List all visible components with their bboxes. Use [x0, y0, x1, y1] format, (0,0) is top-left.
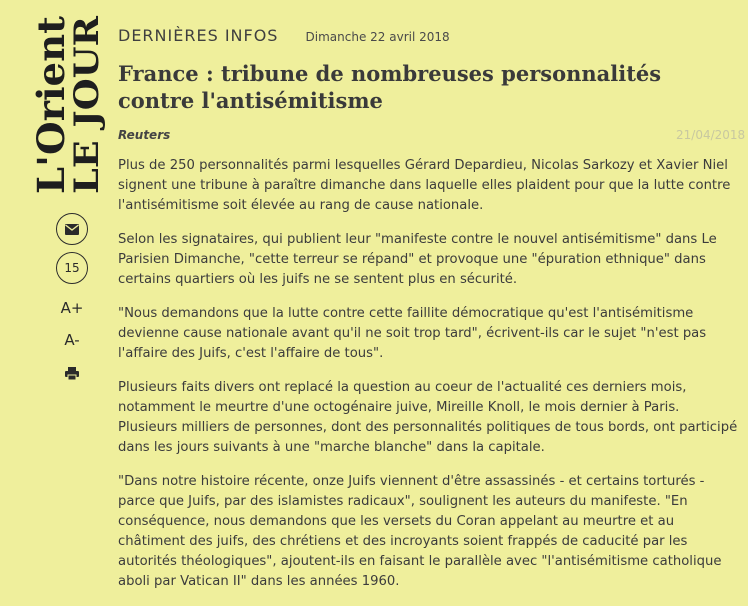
- font-increase-label: A+: [60, 299, 84, 317]
- sidebar: [0, 0, 110, 601]
- publication-date: 21/04/2018: [676, 128, 746, 142]
- email-icon: [65, 220, 79, 239]
- paragraph: Selon les signataires, qui publient leur "manifeste contre le nouvel antisémitisme" dans Le Parisien Dimanche, "cette terreur se répand" et provoque une "épuration ethnique" dans certains quartiers où les juifs ne se sentent plus en sécurité.: [118, 232, 717, 287]
- paragraph: "Dans notre histoire récente, onze Juifs viennent d'être assassinés - et certains torturés - parce que Juifs, par des islamistes radicaux", soulignent les auteurs du manifeste. "En conséquence, nous demandons que les versets du Coran appelant au meurtre et au châtiment des juifs, des chrétiens et des incroyants soient frappés de caducité par les autorités théologiques", ajoutent-ils en faisant le parallèle avec "l'antisémitisme catholique aboli par Vatican II" dans les années 1960.: [118, 474, 722, 589]
- article-body: [118, 156, 740, 606]
- article-source: Reuters: [118, 128, 171, 142]
- font-decrease-label: A-: [64, 331, 80, 349]
- logo-line1: L'Orient: [29, 23, 73, 194]
- logo[interactable]: [26, 8, 107, 196]
- article-meta: [118, 26, 450, 45]
- article-date: Dimanche 22 avril 2018: [305, 30, 450, 44]
- print-button[interactable]: [56, 358, 88, 390]
- email-share-button[interactable]: [56, 213, 88, 245]
- share-count-button[interactable]: [56, 252, 88, 284]
- section-label[interactable]: DERNIÈRES INFOS: [118, 26, 279, 45]
- paragraph: "Nous demandons que la lutte contre cette faillite démocratique qu'est l'antisémitisme devienne cause nationale avant qu'il ne soit trop tard", écrivent-ils car le sujet "n'est pas l'affaire des Juifs, c'est l'affaire de tous".: [118, 306, 707, 361]
- paragraph: Plus de 250 personnalités parmi lesquelles Gérard Depardieu, Nicolas Sarkozy et Xavier Niel signent une tribune à paraître dimanche dans laquelle elles plaident pour que la lutte contre l'antisémitisme soit élevée au rang de cause nationale.: [118, 158, 731, 213]
- share-count: 15: [64, 261, 80, 275]
- logo-line2: LE JOUR: [67, 28, 107, 194]
- font-decrease-button[interactable]: [56, 324, 88, 356]
- print-icon: [65, 365, 79, 384]
- article-headline: France : tribune de nombreuses personnalités contre l'antisémitisme: [118, 61, 662, 113]
- paragraph: Plusieurs faits divers ont replacé la question au coeur de l'actualité ces derniers mois, notamment le meurtre d'une octogénaire juive, Mireille Knoll, le mois dernier à Paris. Plusieurs milliers de personnes, dont des personnalités politiques de tous bords, ont participé dans les jours suivants à une "marche blanche" dans la capitale.: [118, 380, 738, 455]
- font-increase-button[interactable]: [56, 292, 88, 324]
